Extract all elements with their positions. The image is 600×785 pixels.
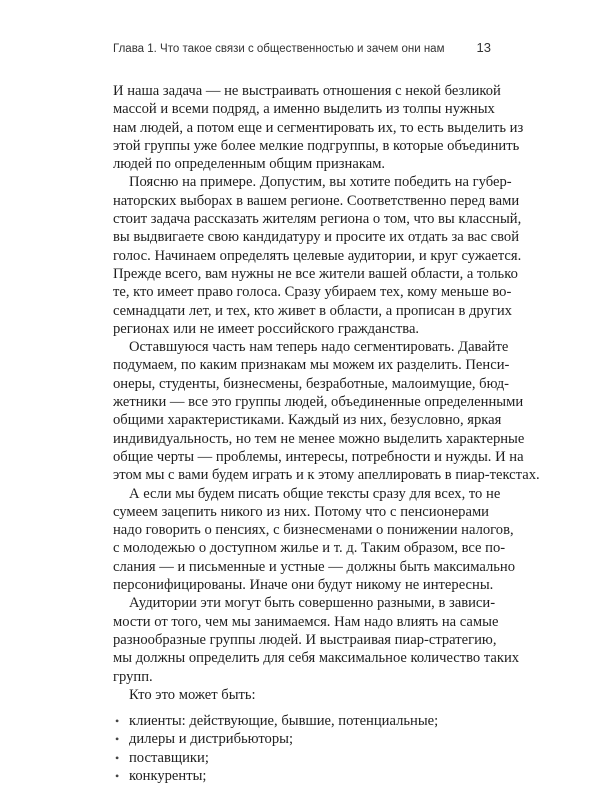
text-line: Оставшуюся часть нам теперь надо сегментировать. Давайте <box>129 339 509 356</box>
list-item <box>113 767 489 785</box>
bullet-list <box>113 712 489 785</box>
paragraph <box>113 338 540 484</box>
text-line: мы должны определить для себя максимальное количество таких <box>113 650 520 667</box>
text-line: нам людей, а потом еще и сегментировать их, то есть выделить из <box>113 119 524 136</box>
text-line: вы выдвигаете свою кандидатуру и просите их отдать за вас свой <box>113 229 520 246</box>
text-line: онеры, студенты, бизнесмены, безработные, малоимущие, бюд- <box>113 375 510 392</box>
text-line: мости от того, чем мы занимаемся. Нам надо влиять на самые <box>113 613 499 630</box>
list-item-text: поставщики; <box>129 749 209 766</box>
text-line: голос. Начинаем определять целевые аудитории, и круг сужается. <box>113 247 522 264</box>
chapter-title: Глава 1. Что такое связи с общественностью и зачем они нам <box>113 43 445 55</box>
paragraph <box>113 173 522 338</box>
text-line: Кто это может быть: <box>129 686 256 703</box>
list-item <box>113 712 489 730</box>
text-line: Аудитории эти могут быть совершенно разными, в зависи- <box>129 595 496 612</box>
paragraph <box>113 686 489 704</box>
text-line: людей по определенным общим признакам. <box>113 156 386 173</box>
bullet-icon: • <box>115 750 120 765</box>
text-line: общими характеристиками. Каждый из них, безусловно, яркая <box>113 412 502 429</box>
bullet-icon: • <box>115 768 120 783</box>
paragraph <box>113 82 524 173</box>
list-item <box>113 749 489 767</box>
text-line: А если мы будем писать общие тексты сразу для всех, то не <box>129 485 501 502</box>
text-line: массой и всеми подряд, а именно выделить из толпы нужных <box>113 101 495 118</box>
paragraph <box>113 594 520 685</box>
bullet-icon: • <box>115 714 120 729</box>
paragraph <box>113 485 516 595</box>
text-line: этой группы уже более мелкие подгруппы, в которые объединить <box>113 137 520 154</box>
text-line: наторских выборах в вашем регионе. Соответственно перед вами <box>113 192 520 209</box>
text-line: общие черты — проблемы, интересы, потребности и нужды. И на <box>113 448 524 465</box>
text-line: жетники — все это группы людей, объединенные определенными <box>113 394 524 411</box>
list-item-text: конкуренты; <box>129 767 207 784</box>
text-line: индивидуальность, но тем не менее можно выделить характерные <box>113 430 525 447</box>
text-line: слания — и письменные и устные — должны быть максимально <box>113 558 516 575</box>
running-header <box>113 40 491 55</box>
text-line: регионах или не имеет российского гражданства. <box>113 320 420 337</box>
list-item <box>113 730 489 748</box>
text-line: сумеем зацепить никого из них. Потому что с пенсионерами <box>113 503 489 520</box>
text-line: Прежде всего, вам нужны не все жители вашей области, а только <box>113 265 518 282</box>
text-line: стоит задача рассказать жителям региона о том, что вы классный, <box>113 211 522 228</box>
page-number: 13 <box>476 40 491 55</box>
text-line: с молодежью о доступном жилье и т. д. Таким образом, все по- <box>113 540 506 557</box>
text-line: Поясню на примере. Допустим, вы хотите победить на губер- <box>129 174 512 191</box>
text-line: подумаем, по каким признакам мы можем их разделить. Пенси- <box>113 357 510 374</box>
body-text <box>113 82 540 785</box>
text-line: семнадцати лет, и тех, кто живет в области, а прописан в других <box>113 302 512 319</box>
text-line: И наша задача — не выстраивать отношения с некой безликой <box>113 83 501 99</box>
text-line: этом мы с вами будем играть и к этому апеллировать в пиар-текстах. <box>113 467 540 484</box>
text-line: разнообразные группы людей. И выстраивая пиар-стратегию, <box>113 631 497 648</box>
text-line: персонифицированы. Иначе они будут никому не интересны. <box>113 577 494 594</box>
bullet-icon: • <box>115 732 120 747</box>
list-item-text: клиенты: действующие, бывшие, потенциальные; <box>129 713 439 730</box>
text-line: надо говорить о пенсиях, с бизнесменами о понижении налогов, <box>113 522 514 539</box>
text-line: те, кто имеет право голоса. Сразу убираем тех, кому меньше во- <box>113 284 512 301</box>
text-line: групп. <box>113 668 153 685</box>
list-item-text: дилеры и дистрибьюторы; <box>129 731 294 748</box>
